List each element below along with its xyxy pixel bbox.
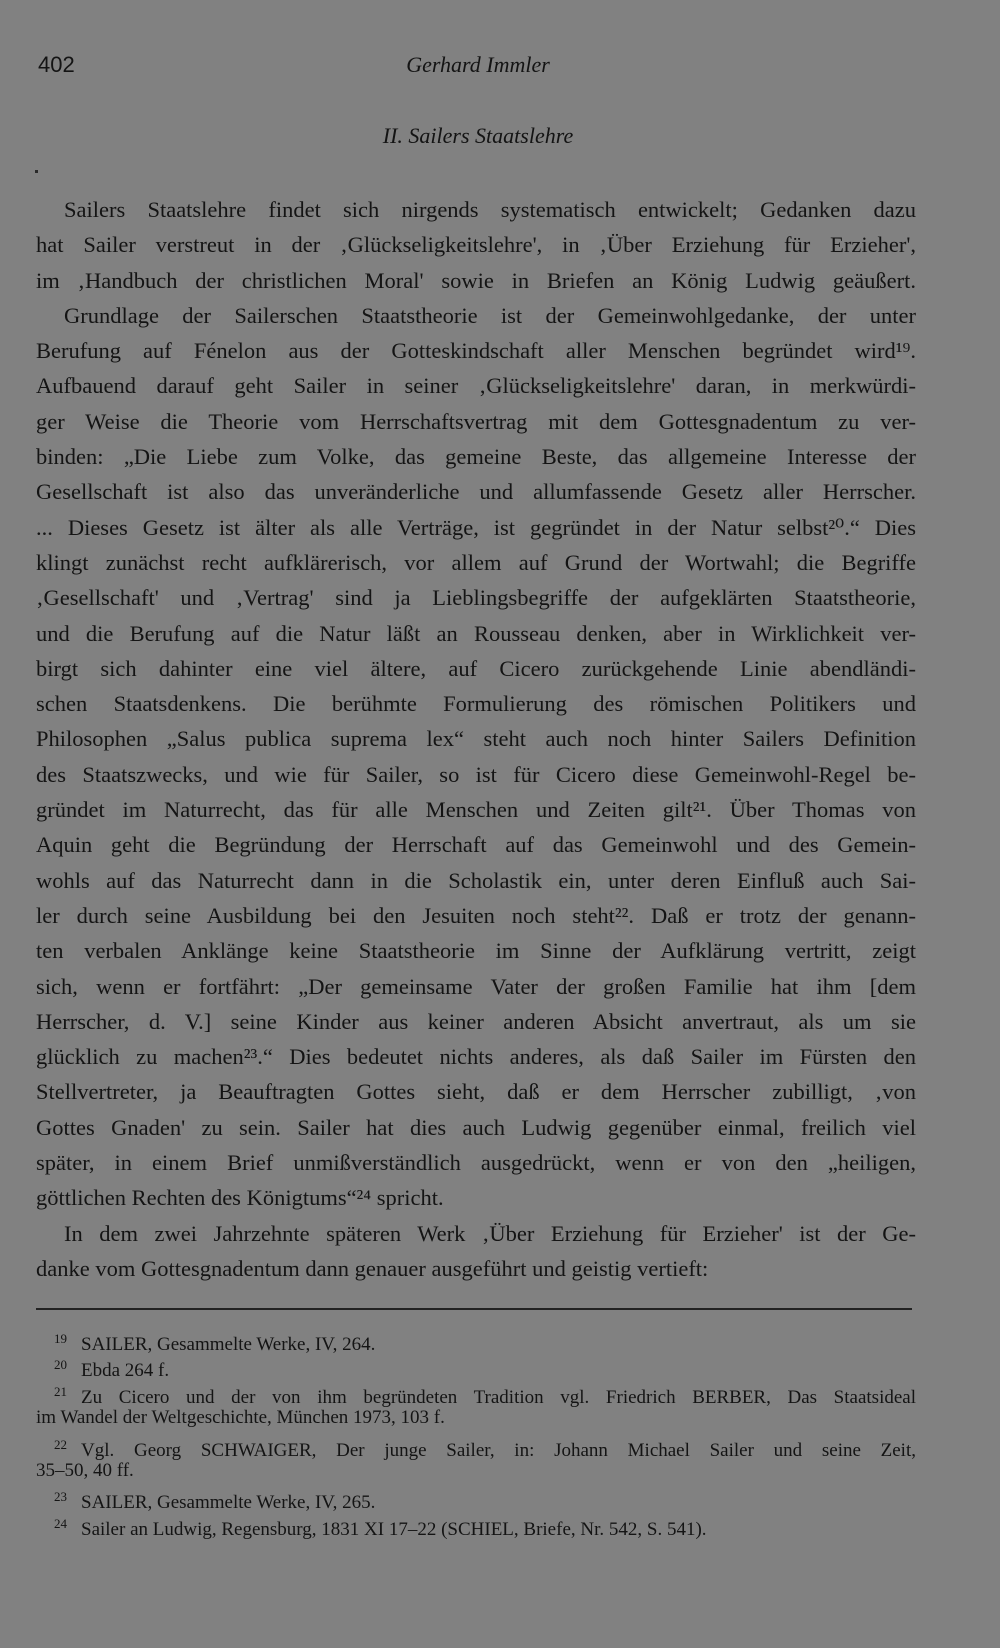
body-line: hat Sailer verstreut in der ‚Glückseligkeitslehre', in ‚Über Erziehung für Erzieher', (36, 232, 916, 258)
body-line: im ‚Handbuch der christlichen Moral' sowie in Briefen an König Ludwig geäußert. (36, 267, 916, 293)
footnote-text: Zu Cicero und der von ihm begründeten Tradition vgl. Friedrich BERBER, Das Staatsideal (81, 1386, 916, 1408)
footnote-text: 35–50, 40 ff. (36, 1459, 134, 1481)
body-line: und die Berufung auf die Natur läßt an Rousseau denken, aber in Wirklichkeit ver- (36, 620, 916, 646)
footnote-text: im Wandel der Weltgeschichte, München 1973, 103 f. (36, 1407, 445, 1429)
body-line: Gottes Gnaden' zu sein. Sailer hat dies auch Ludwig gegenüber einmal, freilich viel (36, 1114, 916, 1140)
footnote-number: 20 (54, 1357, 67, 1373)
body-line: später, in einem Brief unmißverständlich ausgedrückt, wenn er von den „heiligen, (36, 1150, 916, 1176)
body-line: binden: „Die Liebe zum Volke, das gemeine Beste, das allgemeine Interesse der (36, 444, 916, 470)
body-line: sich, wenn er fortfährt: „Der gemeinsame Vater der großen Familie hat ihm [dem (36, 973, 916, 999)
body-line: Aufbauend darauf geht Sailer in seiner ‚Glückseligkeitslehre' daran, in merkwürdi- (36, 373, 916, 399)
footnote-line (36, 1405, 916, 1431)
footnote-line (36, 1432, 916, 1461)
footnote-text: SAILER, Gesammelte Werke, IV, 265. (81, 1492, 376, 1514)
body-line: klingt zunächst recht aufklärerisch, vor allem auf Grund der Wortwahl; die Begriffe (36, 549, 916, 575)
footnote-line (36, 1326, 916, 1355)
footnotes (36, 1326, 916, 1540)
body-line: In dem zwei Jahrzehnte späteren Werk ‚Über Erziehung für Erzieher' ist der Ge- (64, 1220, 916, 1246)
body-line: glücklich zu machen²³.“ Dies bedeutet nichts anderes, als daß Sailer im Fürsten den (36, 1044, 916, 1070)
body-line: göttlichen Rechten des Königtums“²⁴ spricht. (36, 1185, 444, 1211)
footnote-line (36, 1458, 916, 1484)
body-line: danke vom Gottesgnadentum dann genauer ausgeführt und geistig vertieft: (36, 1255, 709, 1281)
body-line: ger Weise die Theorie vom Herrschaftsvertrag mit dem Gottesgnadentum zu ver- (36, 408, 916, 434)
footnote-number: 22 (54, 1436, 67, 1452)
section-title: II. Sailers Staatslehre (382, 123, 574, 148)
footnote-text: Ebda 264 f. (81, 1360, 170, 1382)
page-number: 402 (38, 52, 75, 77)
body-line: Sailers Staatslehre findet sich nirgends systematisch entwickelt; Gedanken dazu (64, 197, 916, 222)
footnote-number: 23 (54, 1489, 67, 1505)
body-line: birgt sich dahinter eine viel ältere, auf Cicero zurückgehende Linie abendländi- (36, 655, 916, 681)
footnote-number: 24 (54, 1515, 67, 1531)
footnote-number: 19 (54, 1331, 67, 1346)
footnote-line (36, 1511, 916, 1540)
footnote-rule (36, 1308, 912, 1310)
footnote-line (36, 1352, 916, 1382)
body-line: wohls auf das Naturrecht dann in die Scholastik ein, unter deren Einfluß auch Sai- (36, 867, 916, 893)
body-line: Aquin geht die Begründung der Herrschaft auf das Gemeinwohl und des Gemein- (36, 832, 916, 858)
body-line: Berufung auf Fénelon aus der Gotteskindschaft aller Menschen begründet wird¹⁹. (36, 338, 916, 364)
body-line: des Staatszwecks, und wie für Sailer, so ist für Cicero diese Gemeinwohl-Regel be- (36, 761, 916, 787)
footnote-line (36, 1484, 916, 1514)
body-line: gründet im Naturrecht, das für alle Menschen und Zeiten gilt²¹. Über Thomas von (36, 797, 916, 823)
scan-speck (35, 170, 38, 173)
body-line: Stellvertreter, ja Beauftragten Gottes sieht, daß er dem Herrscher zubilligt, ‚von (36, 1079, 916, 1105)
body-line: Grundlage der Sailerschen Staatstheorie ist der Gemeinwohlgedanke, der unter (64, 302, 916, 328)
body-line: ler durch seine Ausbildung bei den Jesuiten noch steht²². Daß er trotz der genann- (36, 902, 916, 928)
body-line: ... Dieses Gesetz ist älter als alle Verträge, ist gegründet in der Natur selbst²⁰.“ Dies (36, 514, 916, 540)
running-head: Gerhard Immler (406, 52, 550, 77)
footnote-number: 21 (54, 1383, 67, 1399)
body-line: ‚Gesellschaft' und ‚Vertrag' sind ja Lieblingsbegriffe der aufgeklärten Staatstheorie, (36, 585, 916, 611)
footnote-line (36, 1379, 916, 1408)
body-line: ten verbalen Anklänge keine Staatstheorie im Sinne der Aufklärung vertritt, zeigt (36, 938, 916, 964)
body-line: schen Staatsdenkens. Die berühmte Formulierung des römischen Politikers und (36, 691, 916, 717)
body-line: Philosophen „Salus publica suprema lex“ steht auch noch hinter Sailers Definition (36, 726, 916, 752)
body-text (36, 192, 916, 1286)
footnote-text: SAILER, Gesammelte Werke, IV, 264. (81, 1334, 376, 1355)
body-line: Gesellschaft ist also das unveränderliche und allumfassende Gesetz aller Herrscher. (36, 479, 916, 505)
body-line: Herrscher, d. V.] seine Kinder aus keiner anderen Absicht anvertraut, als um sie (36, 1008, 916, 1034)
footnote-text: Sailer an Ludwig, Regensburg, 1831 XI 17–22 (SCHIEL, Briefe, Nr. 542, S. 541). (81, 1518, 707, 1540)
footnote-text: Vgl. Georg SCHWAIGER, Der junge Sailer, in: Johann Michael Sailer und seine Zeit, (81, 1439, 916, 1461)
